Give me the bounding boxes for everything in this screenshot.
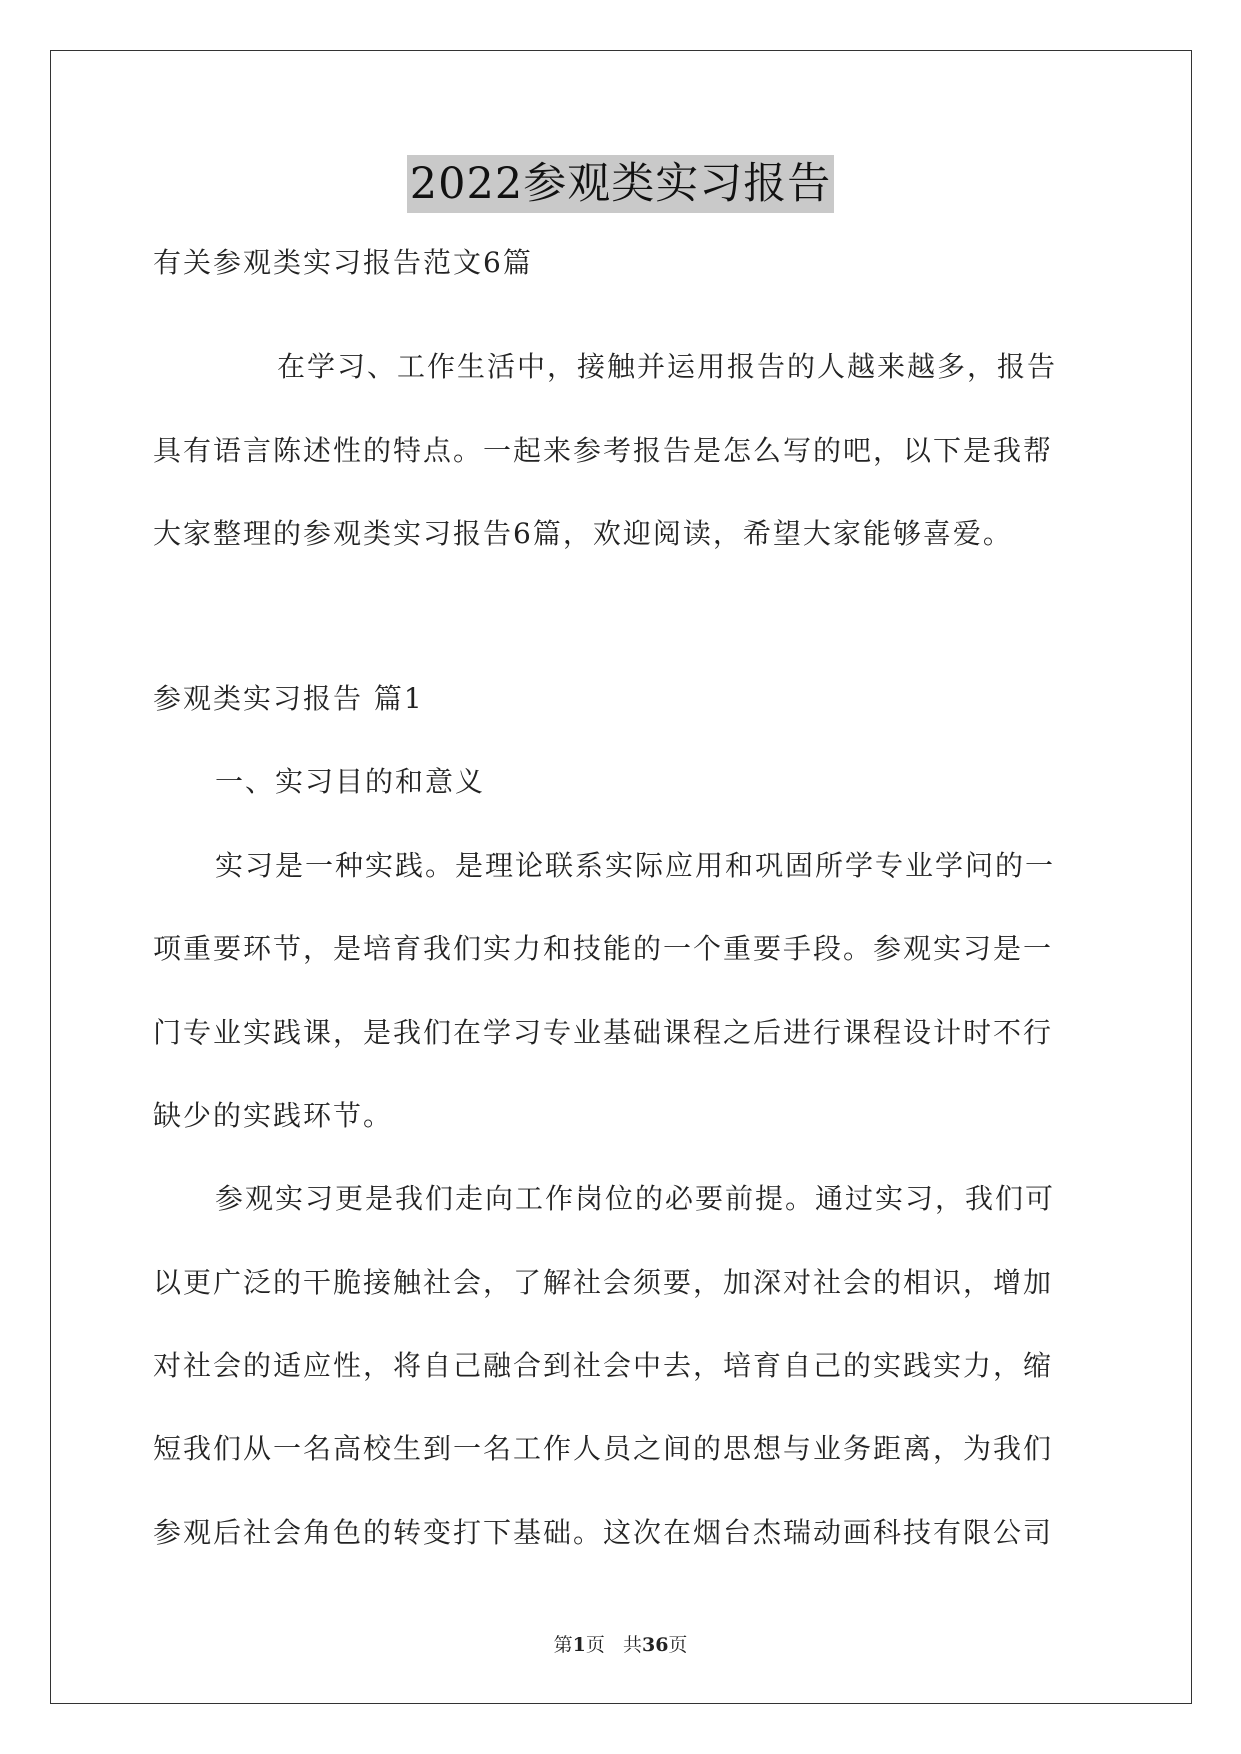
footer-total-pages: 36 (641, 1634, 669, 1656)
para1-line-2: 项重要环节，是培育我们实力和技能的一个重要手段。参观实习是一 (153, 932, 1054, 965)
intro-line-1: 在学习、工作生活中，接触并运用报告的人越来越多，报告 (277, 350, 1058, 383)
title-wrap (0, 155, 1241, 213)
para2-line-3: 对社会的适应性，将自己融合到社会中去，培育自己的实践实力，缩 (153, 1349, 1054, 1382)
heading-purpose: 一、实习目的和意义 (215, 765, 486, 798)
document-title: 2022参观类实习报告 (407, 155, 834, 213)
footer-page-suffix: 页 (585, 1634, 605, 1656)
page-footer (0, 1630, 1241, 1657)
para1-line-1: 实习是一种实践。是理论联系实际应用和巩固所学专业学问的一 (215, 849, 1056, 882)
para2-line-1: 参观实习更是我们走向工作岗位的必要前提。通过实习，我们可 (215, 1182, 1056, 1215)
para1-line-4: 缺少的实践环节。 (153, 1099, 394, 1132)
footer-page-prefix: 第 (553, 1634, 573, 1656)
intro-line-2: 具有语言陈述性的特点。一起来参考报告是怎么写的吧，以下是我帮 (153, 434, 1054, 467)
para2-line-2: 以更广泛的干脆接触社会，了解社会须要，加深对社会的相识，增加 (153, 1266, 1054, 1299)
footer-total-prefix: 共 (622, 1634, 642, 1656)
intro-line-3: 大家整理的参观类实习报告6篇，欢迎阅读，希望大家能够喜爱。 (153, 517, 1013, 550)
section-title: 参观类实习报告 篇1 (153, 682, 424, 715)
footer-total-suffix: 页 (668, 1634, 688, 1656)
para2-line-4: 短我们从一名高校生到一名工作人员之间的思想与业务距离，为我们 (153, 1432, 1054, 1465)
para1-line-3: 门专业实践课，是我们在学习专业基础课程之后进行课程设计时不行 (153, 1016, 1054, 1049)
para2-line-5: 参观后社会角色的转变打下基础。这次在烟台杰瑞动画科技有限公司 (153, 1516, 1054, 1549)
document-subtitle: 有关参观类实习报告范文6篇 (153, 246, 533, 279)
footer-page-current: 1 (572, 1634, 586, 1656)
